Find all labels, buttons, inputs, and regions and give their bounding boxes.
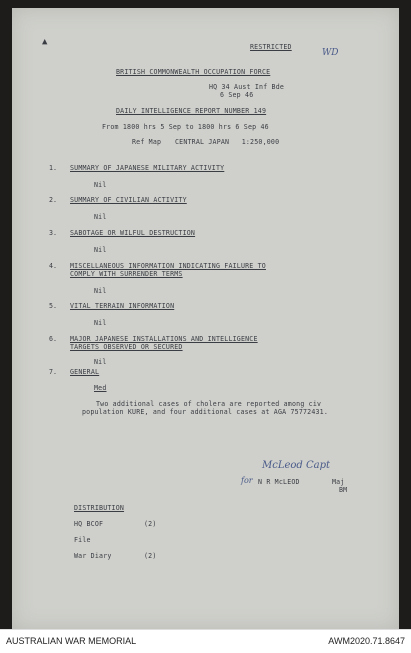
- document-page: [12, 8, 399, 630]
- distribution-recipient: War Diary: [74, 552, 112, 560]
- distribution-recipient: HQ BCOF: [74, 520, 104, 528]
- footer-accession-number: AWM2020.71.8647: [328, 636, 405, 646]
- section-6-title-cont: TARGETS OBSERVED OR SECURED: [70, 343, 183, 351]
- section-6-title: MAJOR JAPANESE INSTALLATIONS AND INTELLIGENCE: [70, 335, 258, 343]
- report-period: From 1800 hrs 5 Sep to 1800 hrs 6 Sep 46: [102, 123, 269, 131]
- ref-map-label: Ref Map: [132, 138, 162, 146]
- distribution-copies: (2): [144, 552, 157, 560]
- header-line1: BRITISH COMMONWEALTH OCCUPATION FORCE: [116, 68, 271, 76]
- section-3-title: SABOTAGE OR WILFUL DESTRUCTION: [70, 229, 196, 237]
- section-1-number: 1.: [49, 164, 57, 172]
- section-6-number: 6.: [49, 335, 57, 343]
- section-7-title: GENERAL: [70, 368, 100, 376]
- signatory-name: N R McLEOD: [258, 478, 300, 486]
- signatory-appointment: BM: [339, 486, 348, 494]
- section-7-number: 7.: [49, 368, 57, 376]
- section-2-body: Nil: [94, 213, 107, 221]
- distribution-title: DISTRIBUTION: [74, 504, 125, 512]
- section-1-body: Nil: [94, 181, 107, 189]
- distribution-copies: (2): [144, 520, 157, 528]
- section-7-subtitle: Med: [94, 384, 107, 392]
- header-date: 6 Sep 46: [220, 91, 254, 99]
- section-5-title: VITAL TERRAIN INFORMATION: [70, 302, 175, 310]
- footer-institution: AUSTRALIAN WAR MEMORIAL: [6, 636, 137, 646]
- section-2-title: SUMMARY OF CIVILIAN ACTIVITY: [70, 196, 187, 204]
- section-2-number: 2.: [49, 196, 57, 204]
- corner-mark-icon: ▲: [42, 37, 48, 47]
- archive-footer: [0, 629, 411, 653]
- signature: McLeod Capt: [262, 460, 331, 471]
- corner-initials: WD: [322, 48, 339, 58]
- section-5-number: 5.: [49, 302, 57, 310]
- section-3-number: 3.: [49, 229, 57, 237]
- section-4-number: 4.: [49, 262, 57, 270]
- general-text-line2: population KURE, and four additional cases at AGA 75772431.: [82, 408, 329, 416]
- section-1-title: SUMMARY OF JAPANESE MILITARY ACTIVITY: [70, 164, 225, 172]
- classification-label: RESTRICTED: [250, 43, 292, 51]
- signatory-rank: Maj: [332, 478, 345, 486]
- section-4-title-cont: COMPLY WITH SURRENDER TERMS: [70, 270, 183, 278]
- section-5-body: Nil: [94, 319, 107, 327]
- section-4-body: Nil: [94, 287, 107, 295]
- section-4-title: MISCELLANEOUS INFORMATION INDICATING FAILURE TO: [70, 262, 266, 270]
- report-title: DAILY INTELLIGENCE REPORT NUMBER 149: [116, 107, 267, 115]
- general-text-line1: Two additional cases of cholera are reported among civ: [96, 400, 322, 408]
- section-6-body: Nil: [94, 358, 107, 366]
- header-unit: HQ 34 Aust Inf Bde: [209, 83, 285, 91]
- distribution-recipient: File: [74, 536, 91, 544]
- section-3-body: Nil: [94, 246, 107, 254]
- ref-map-value: CENTRAL JAPAN 1:250,000: [175, 138, 280, 146]
- signature-for: for: [241, 476, 253, 485]
